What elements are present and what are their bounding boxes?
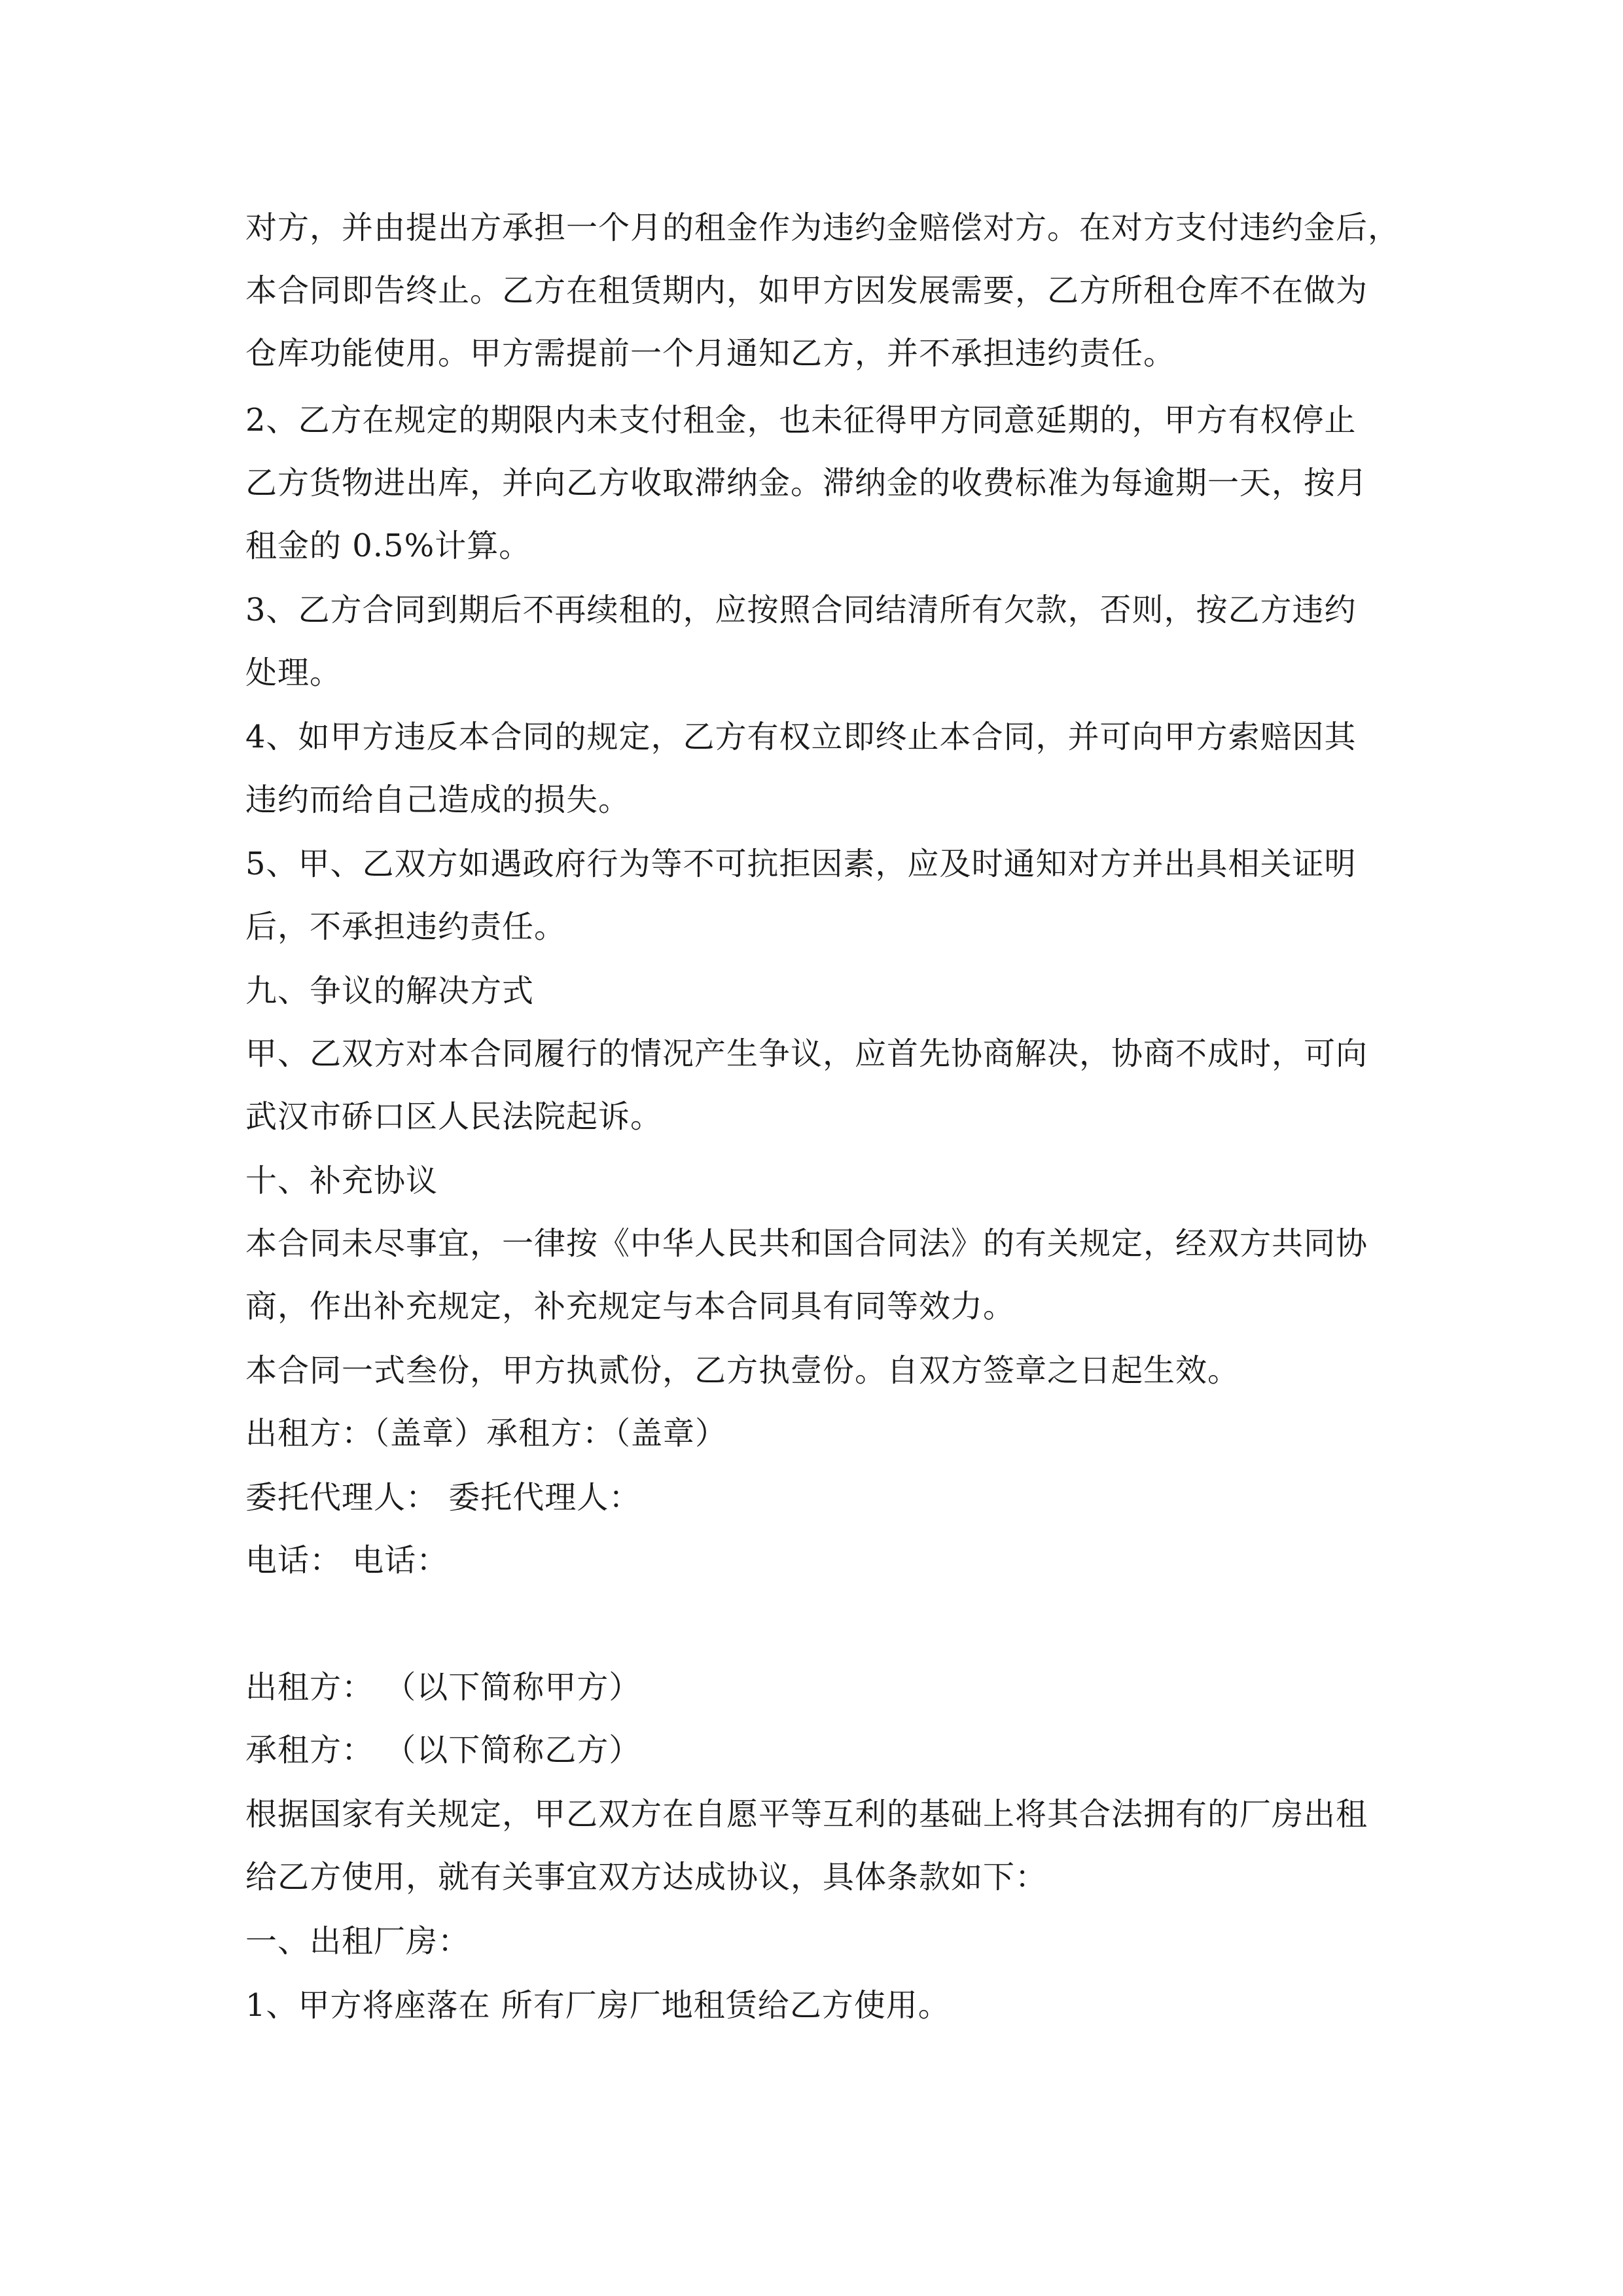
text-line: 乙方货物进出库，并向乙方收取滞纳金。滞纳金的收费标准为每逾期一天，按月 — [245, 465, 1368, 501]
text-line: 租金的 0.5%计算。 — [245, 528, 531, 564]
text-line: 甲、乙双方对本合同履行的情况产生争议，应首先协商解决，协商不成时，可向 — [245, 1035, 1368, 1072]
party-line: 承租方： （以下简称乙方） — [245, 1732, 641, 1768]
text-line: 根据国家有关规定，甲乙双方在自愿平等互利的基础上将其合法拥有的厂房出租 — [245, 1796, 1368, 1833]
text-line: 处理。 — [245, 655, 342, 691]
signature-line: 电话： 电话： — [245, 1542, 449, 1579]
section-heading: 十、补充协议 — [245, 1162, 438, 1199]
text-line: 对方，并由提出方承担一个月的租金作为违约金赔偿对方。在对方支付违约金后， — [245, 209, 1400, 246]
text-line: 仓库功能使用。甲方需提前一个月通知乙方，并不承担违约责任。 — [245, 335, 1176, 372]
text-line: 本合同一式叁份，甲方执贰份，乙方执壹份。自双方签章之日起生效。 — [245, 1352, 1240, 1389]
text-line: 本合同即告终止。乙方在租赁期内，如甲方因发展需要，乙方所租仓库不在做为 — [245, 272, 1368, 309]
text-line: 2、乙方在规定的期限内未支付租金，也未征得甲方同意延期的，甲方有权停止 — [245, 402, 1357, 439]
text-line: 商，作出补充规定，补充规定与本合同具有同等效力。 — [245, 1288, 1016, 1325]
party-line: 出租方： （以下简称甲方） — [245, 1669, 641, 1706]
text-line: 武汉市硚口区人民法院起诉。 — [245, 1098, 663, 1135]
text-line: 5、甲、乙双方如遇政府行为等不可抗拒因素，应及时通知对方并出具相关证明 — [245, 846, 1357, 882]
text-line: 给乙方使用，就有关事宜双方达成协议，具体条款如下： — [245, 1859, 1048, 1895]
text-line: 4、如甲方违反本合同的规定，乙方有权立即终止本合同，并可向甲方索赔因其 — [245, 719, 1357, 755]
text-line: 后，不承担违约责任。 — [245, 908, 567, 945]
text-line: 1、甲方将座落在 所有厂房厂地租赁给乙方使用。 — [245, 1987, 950, 2024]
signature-line: 出租方：（盖章）承租方：（盖章） — [245, 1415, 728, 1452]
text-line: 3、乙方合同到期后不再续租的，应按照合同结清所有欠款，否则，按乙方违约 — [245, 592, 1357, 628]
section-heading: 一、出租厂房： — [245, 1923, 471, 1960]
text-line: 违约而给自己造成的损失。 — [245, 781, 631, 818]
text-line: 本合同未尽事宜，一律按《中华人民共和国合同法》的有关规定，经双方共同协 — [245, 1225, 1368, 1262]
signature-line: 委托代理人： 委托代理人： — [245, 1479, 641, 1516]
section-heading: 九、争议的解决方式 — [245, 973, 535, 1009]
